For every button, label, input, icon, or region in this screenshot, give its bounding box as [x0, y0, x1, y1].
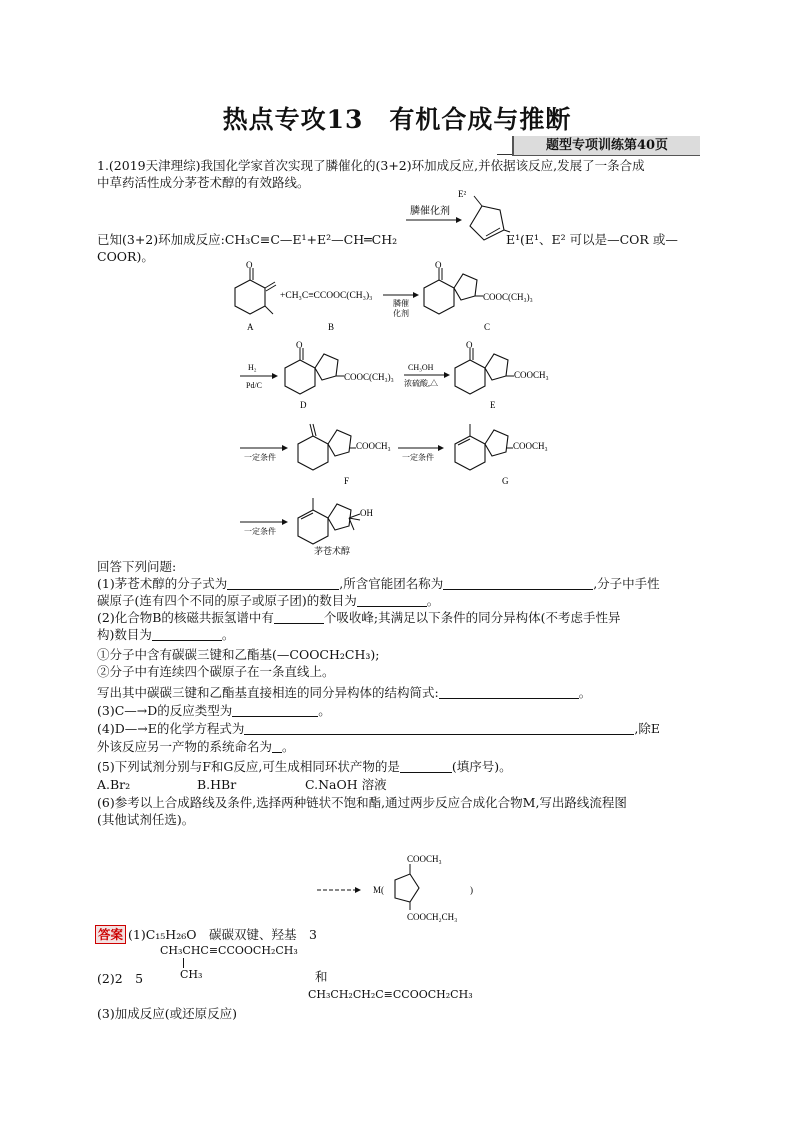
scheme-row-1 — [225, 260, 565, 335]
option-c: C.NaOH 溶液 — [305, 777, 387, 792]
answer-badge: 答案 — [95, 925, 126, 944]
question-1-6: (6)参考以上合成路线及条件,选择两种链状不饱和酯,通过两步反应合成化合物M,写出路线流程图 — [97, 795, 627, 810]
compound-g-ring6 — [455, 436, 485, 470]
svg-text:浓硫酸,△: 浓硫酸,△ — [404, 379, 438, 388]
compound-m-ring — [395, 874, 419, 902]
compound-f-ring6 — [298, 436, 328, 470]
svg-text:Pd/C: Pd/C — [246, 381, 263, 390]
answer-3: (3)加成反应(或还原反应) — [97, 1006, 237, 1021]
question-1-1-cont: 碳原子(连有四个不同的原子或原子团)的数目为 。 — [97, 593, 440, 608]
svg-text:OH: OH — [360, 508, 373, 518]
svg-text:C: C — [484, 322, 491, 332]
known-reaction-scheme — [400, 188, 520, 258]
svg-text:一定条件: 一定条件 — [402, 453, 434, 462]
svg-text:膦催: 膦催 — [393, 299, 409, 308]
q1-intro-line2: 中草药活性成分茅苍术醇的有效路线。 — [97, 175, 310, 190]
svg-text:H₂: H₂ — [248, 363, 257, 372]
svg-text:O: O — [435, 260, 442, 270]
question-1-6-cont: (其他试剂任选)。 — [97, 812, 195, 827]
svg-text:O: O — [246, 260, 253, 270]
answer-2-prefix: (2)2 5 — [97, 971, 144, 986]
svg-text:O: O — [296, 340, 303, 350]
svg-text:M(: M( — [373, 885, 384, 895]
practice-page-tag: 题型专项训练第40页 — [512, 136, 700, 156]
svg-text:化剂: 化剂 — [393, 309, 409, 318]
question-1-1: (1)茅苍术醇的分子式为 ,所含官能团名称为 ,分子中手性 — [97, 576, 660, 591]
answer-2-isomer1: CH₃CHC≡CCOOCH₂CH₃ — [160, 944, 298, 957]
scheme-row-3 — [238, 418, 568, 490]
svg-text:): ) — [470, 885, 473, 895]
svg-text:E: E — [490, 400, 496, 410]
svg-text:COOC(CH₃)₃: COOC(CH₃)₃ — [483, 292, 533, 302]
product-name: 茅苍术醇 — [314, 546, 351, 556]
answer-2-methyl: CH₃ — [180, 968, 203, 981]
answer-header: 回答下列问题: — [97, 559, 177, 574]
answer-2-bond — [183, 958, 184, 968]
compound-a-ring — [235, 280, 265, 314]
question-1-4: (4)D—→E的化学方程式为 ,除E — [97, 721, 660, 736]
page-title: 热点专攻13 有机合成与推断 — [222, 105, 572, 134]
answer-2-and: 和 — [315, 969, 328, 984]
svg-text:A: A — [247, 322, 254, 332]
compound-e-ring6 — [455, 360, 485, 394]
svg-text:一定条件: 一定条件 — [244, 527, 276, 536]
svg-text:COOC(CH₃)₃: COOC(CH₃)₃ — [344, 372, 394, 382]
svg-text:COOCH₂CH₃: COOCH₂CH₃ — [407, 912, 458, 922]
question-1-2-cont: 构)数目为 。 — [97, 627, 235, 642]
answer-2-isomer2: CH₃CH₂CH₂C≡CCOOCH₂CH₃ — [308, 988, 473, 1001]
svg-text:CH₃OH: CH₃OH — [408, 363, 434, 372]
known-reaction-suffix: (E¹、E² 可以是—COR 或— — [520, 232, 678, 247]
svg-text:COOCH₃: COOCH₃ — [514, 370, 549, 380]
question-1-2-structure: 写出其中碳碳三键和乙酯基直接相连的同分异构体的结构简式: 。 — [97, 685, 592, 700]
product-ring6 — [298, 510, 328, 544]
scheme-row-4 — [238, 490, 438, 558]
question-1-3: (3)C—→D的反应类型为 。 — [97, 703, 331, 718]
svg-text:F: F — [344, 476, 350, 486]
question-1-5: (5)下列试剂分别与F和G反应,可生成相同环状产物的是 (填序号)。 — [97, 759, 512, 774]
known-reaction-text: 已知(3+2)环加成反应:CH₃C≡C—E¹+E²—CH═CH₂ — [97, 232, 398, 247]
compound-m — [315, 850, 515, 922]
svg-text:COOCH₃: COOCH₃ — [513, 441, 548, 451]
svg-text:COOCH₃: COOCH₃ — [356, 441, 391, 451]
q1-intro-line1: 1.(2019天津理综)我国化学家首次实现了膦催化的(3+2)环加成反应,并依据该反应,发展了一条合成 — [97, 158, 645, 173]
svg-text:O: O — [466, 340, 473, 350]
option-a: A.Br₂ — [97, 777, 131, 792]
tag-rule — [497, 154, 513, 155]
compound-c-ring5 — [454, 274, 477, 300]
option-b: B.HBr — [197, 777, 237, 792]
compound-d-ring6 — [285, 360, 315, 394]
question-1-2: (2)化合物B的核磁共振氢谱中有 个吸收峰;其满足以下条件的同分异构体(不考虑手性异 — [97, 610, 621, 625]
scheme-row-2 — [238, 340, 568, 412]
condition-2: ②分子中有连续四个碳原子在一条直线上。 — [97, 664, 335, 679]
compound-c-ring6 — [424, 280, 454, 314]
reagent-b: +CH₃C≡CCOOC(CH₃)₃ — [280, 291, 373, 301]
e2-label: E² — [458, 189, 467, 199]
question-1-4-cont: 外该反应另一产物的系统命名为 。 — [97, 739, 295, 754]
svg-text:一定条件: 一定条件 — [244, 453, 276, 462]
svg-text:B: B — [328, 322, 335, 332]
svg-text:G: G — [502, 476, 509, 486]
catalyst-label: 膦催化剂 — [410, 206, 450, 217]
svg-text:D: D — [300, 400, 307, 410]
answer-1: 答案 (1)C₁₅H₂₆O 碳碳双键、羟基 3 — [95, 925, 317, 944]
svg-text:COOCH₃: COOCH₃ — [407, 854, 442, 864]
condition-1: ①分子中含有碳碳三键和乙酯基(—COOCH₂CH₃); — [97, 647, 380, 662]
known-reaction-line2: COOR)。 — [97, 249, 154, 264]
e1-label: E¹ — [506, 232, 521, 247]
